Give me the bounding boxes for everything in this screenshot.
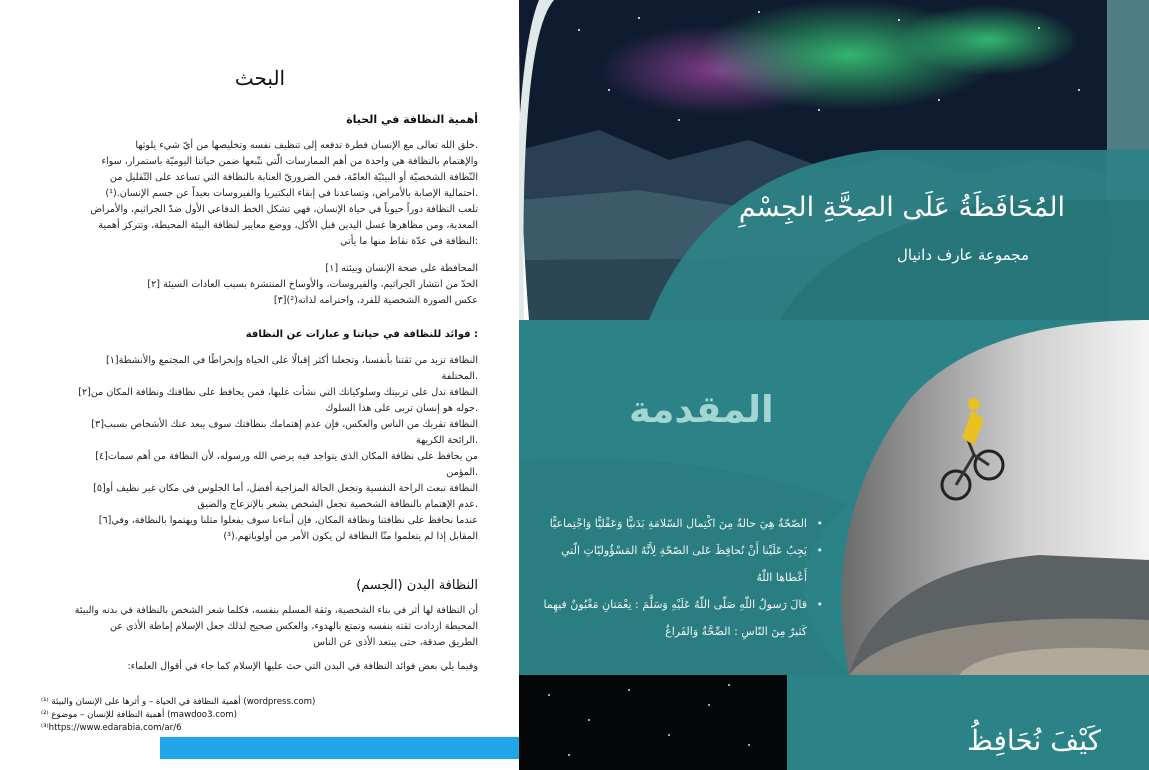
bullet-continuation: أَعْطاها اللّٰهُ — [756, 571, 807, 584]
list-item: المحافظة على صحة الإنسان وبيئته [١] — [325, 263, 478, 274]
bullet-item: • قالَ رَسولُ اللّٰهِ صَلّى اللّٰهُ عَلَيْهِ وَسَلَّمَ : نِعْمَتانِ مَغْبُونٌ فيهِما — [529, 591, 829, 618]
list-item: .الرائحة الكريهة — [415, 435, 478, 446]
slide-title[interactable] — [519, 0, 1149, 320]
section2-list — [38, 353, 478, 545]
list-item: .المختلفة — [441, 371, 478, 382]
footnote: ⁽¹⁾ أهمية النظافة في الحياة – و أثرها على الإنسان والبيئة (wordpress.com) — [41, 697, 316, 707]
paragraph-line: المعدية، ومن مظاهرها غسل اليدين قبل الأكل، ووضع معايير لنظافة البيئة المحيطة، وتتركز أهمية — [98, 220, 478, 231]
section1-points — [38, 261, 478, 309]
list-item: من يحافظ على نظافة المكان الذي يتواجد فيه يرضي الله ورسوله، لأن النظافة من أهم سمات[٤] — [95, 451, 478, 462]
slide-title-text: المُحَافَظَةُ عَلَى الصِحَّةِ الجِسْمِ — [738, 192, 1065, 223]
list-item: النظافة تبعث الراحة النفسية وتجعل الحالة المزاجية أفضل، أما الجلوس في مكان غير نظيف أو[٥] — [93, 483, 478, 494]
document-page — [0, 0, 519, 770]
bullet-continuation: كَثيرٌ مِنَ النّاسِ : الصِّحَّةُ وَالفَراغُ — [665, 625, 807, 638]
bullet-item: • يَجِبُ عَلَيْنا أَنْ نُحافِظَ عَلى الصّحّةِ لِأَنَّهُ المَسْؤُوليّاتِ الّتي — [529, 537, 829, 564]
bullet-item: • الصّحّةُ هِيَ حالةٌ مِنَ اكْتِمال السّلامَةِ بَدَنيًّا وَعَقْليًّا وَاجْتِماعيًّا — [529, 510, 829, 537]
slide-subtitle: مجموعة عارف دانيال — [897, 246, 1029, 264]
section3-last-line: وفيما يلي بعض فوائد النظافة في البدن التي حث عليها الإسلام كما جاء في أقوال العلماء: — [127, 661, 478, 672]
list-item: الحدّ من انتشار الجراثيم، والفيروسات، والأوساخ المنتشرة بسبب العادات السيئة [٢] — [147, 279, 478, 290]
section3-heading: النظافة البدن (الجسم) — [356, 578, 478, 593]
list-item: عندما نحافظ على نظافتنا ونظافة المكان، فإن أبناءنا سوف يفعلوا مثلنا ويهتموا بالنظافة، وفي[٦] — [98, 515, 478, 526]
list-item: عكس الصورة الشخصية للفرد، واحترامه لذاته(²)[٣] — [273, 295, 478, 306]
list-item: .المؤمن — [446, 467, 478, 478]
paragraph-line: تلعب النظافة دوراً حيوياً في حياة الإنسان، فهي تشكل الخط الدفاعي الأول ضدّ الجراثيم، والأمراض — [90, 204, 478, 215]
paragraph-line: النّظافة الشخصيّة أو البيئيّة العامّة، فمن الضروريّ العناية بالنظافة التي تساعد على التّقليل من — [109, 172, 478, 183]
footnote: ⁽³⁾https://www.edarabia.com/ar/6 — [41, 723, 182, 733]
aurora-photo — [519, 0, 1149, 320]
section3-paragraph — [38, 603, 478, 651]
slide-how-title: كَيْفَ نُحَافِظُ — [966, 724, 1101, 757]
slide-intro-bullets — [529, 510, 829, 645]
paragraph-line: .احتمالية الإصابة بالأمراض، وتساعدنا في إبقاء البكتيريا والفيروسات بعيداً عن جسم الإنسان.(¹) — [105, 188, 478, 199]
footnote: ⁽²⁾ أهمية النظافة للإنسان – موضوع (mawdoo3.com) — [41, 710, 237, 720]
section2-heading: : فوائد للنظافة في حياتنا و عبارات عن النظافة — [245, 329, 478, 340]
paragraph-line: .خلق الله تعالى مع الإنسان فطرة تدفعه إلى تنظيف نفسه وتخليصها من أيّ شيء يلوثها — [135, 140, 478, 151]
paragraph-line: أن النظافة لها أثر في بناء الشخصية، وثقة المسلم بنفسه، فكلما شعر الشخص بالنظافة في بدنه والبيئة — [74, 605, 478, 616]
list-item: النظافة تزيد من ثقتنا بأنفسنا، وتجعلنا أكثر إقبالًا على الحياة وإنخراطًا في المجتمع والأنشطة[١] — [106, 355, 478, 366]
paragraph-line: :النظافة في عدّة نقاط منها ما يأتي — [340, 236, 478, 247]
list-item: .حوله هو إنسان تربى على هذا السلوك — [325, 403, 478, 414]
paragraph-line: والإهتمام بالنظافة هي واحدة من أهم الممارسات الّتي نتّبعها ضمن حياتنا اليوميّة باستمرار، سواء — [101, 156, 478, 167]
list-item: النظافة تقربك من الناس والعكس، فإن عدم إهتمامك بنظافتك سوف يبعد عنك الأشخاص بسبب[٣] — [91, 419, 478, 430]
section1-paragraph — [38, 138, 478, 250]
list-item: النظافة تدل على تربيتك وسلوكياتك التي نشأت عليها، فمن يحافظ على نظافتك ونظافة المكان من[٢] — [78, 387, 478, 398]
paragraph-line: المحيطة ازدادت ثقته بنفسه وتمتع بالهدوء، والعكس صحيح لذلك جعل الإسلام إماطة الأذى عن — [109, 621, 478, 632]
list-item: .عدم الإهتمام بالنظافة الشخصية تجعل الشخص يشعر بالإنزعاج والضيق — [197, 499, 478, 510]
section1-heading: أهمية النظافة في الحياة — [346, 113, 478, 126]
page-title: البحث — [234, 66, 286, 90]
slide-intro-title: المقدمة — [629, 388, 774, 431]
list-item: المقابل إذا لم يتعلموا منّا النظافة لن يكون الأمر من أولوياتهم.(³) — [223, 531, 478, 542]
paragraph-line: الطريق صدقة، حتى يبتعد الأذى عن الناس — [313, 637, 478, 648]
